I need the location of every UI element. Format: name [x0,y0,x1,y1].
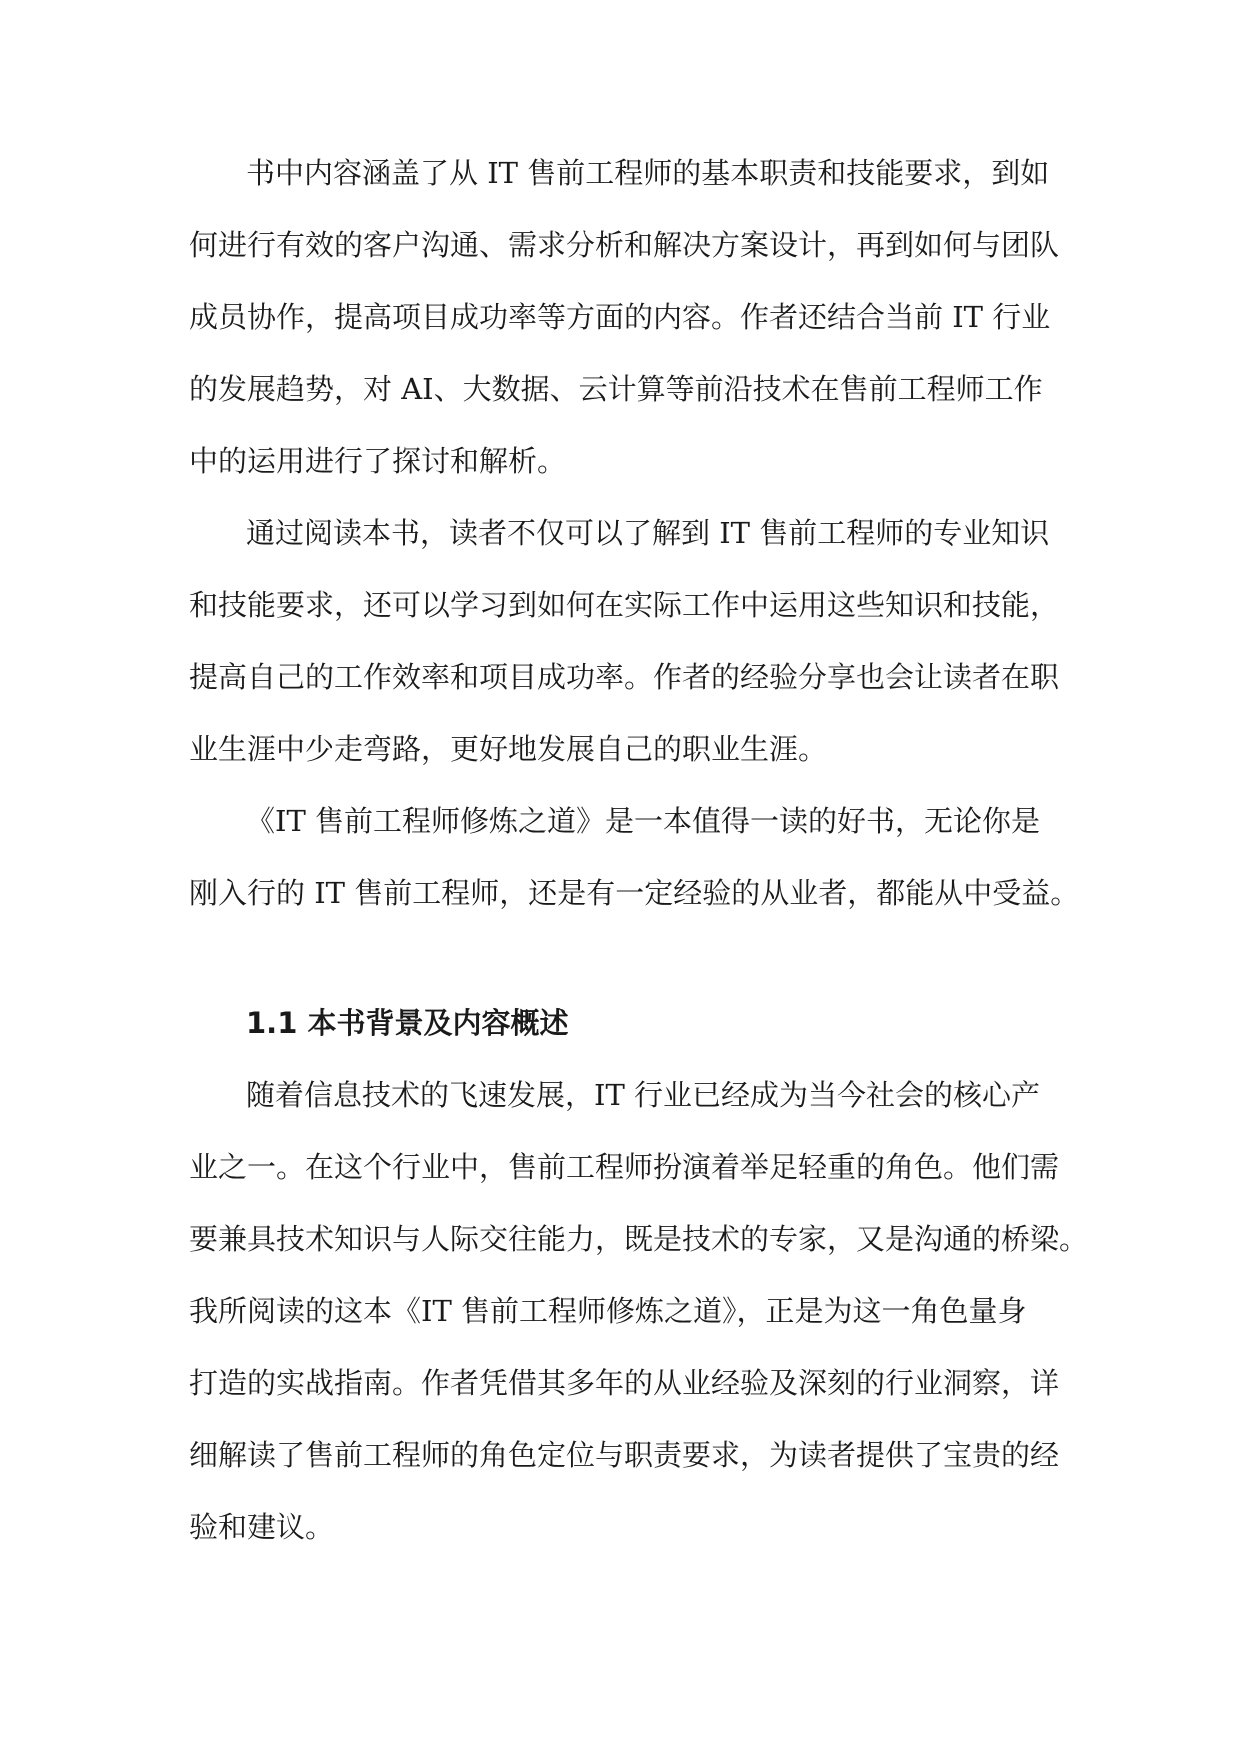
paragraph-2-line-2: 和技能要求，还可以学习到如何在实际工作中运用这些知识和技能， [189,588,1060,622]
paragraph-1-line-3: 成员协作，提高项目成功率等方面的内容。作者还结合当前 IT 行业 [189,300,1051,334]
paragraph-1-line-4: 的发展趋势，对 AI、大数据、云计算等前沿技术在售前工程师工作 [189,372,1043,406]
section-line-6: 细解读了售前工程师的角色定位与职责要求，为读者提供了宝贵的经 [189,1438,1060,1472]
section-line-2: 业之一。在这个行业中，售前工程师扮演着举足轻重的角色。他们需 [189,1150,1060,1184]
section-line-4: 我所阅读的这本《IT 售前工程师修炼之道》，正是为这一角色量身 [189,1294,1027,1328]
paragraph-1-line-1: 书中内容涵盖了从 IT 售前工程师的基本职责和技能要求，到如 [246,156,1050,190]
paragraph-2-line-3: 提高自己的工作效率和项目成功率。作者的经验分享也会让读者在职 [189,660,1060,694]
section-heading: 1.1 本书背景及内容概述 [246,1006,569,1040]
paragraph-1-line-5: 中的运用进行了探讨和解析。 [189,444,567,478]
paragraph-3-line-1: 《IT 售前工程师修炼之道》是一本值得一读的好书，无论你是 [246,804,1041,838]
paragraph-2-line-4: 业生涯中少走弯路，更好地发展自己的职业生涯。 [189,732,828,766]
paragraph-2-line-1: 通过阅读本书，读者不仅可以了解到 IT 售前工程师的专业知识 [246,516,1050,550]
paragraph-1-line-2: 何进行有效的客户沟通、需求分析和解决方案设计，再到如何与团队 [189,228,1060,262]
section-line-5: 打造的实战指南。作者凭借其多年的从业经验及深刻的行业洞察，详 [189,1366,1060,1400]
paragraph-3-line-2: 刚入行的 IT 售前工程师，还是有一定经验的从业者，都能从中受益。 [189,876,1080,910]
section-line-7: 验和建议。 [189,1510,335,1544]
section-line-1: 随着信息技术的飞速发展，IT 行业已经成为当今社会的核心产 [246,1078,1041,1112]
section-line-3: 要兼具技术知识与人际交往能力，既是技术的专家，又是沟通的桥梁。 [189,1222,1089,1256]
